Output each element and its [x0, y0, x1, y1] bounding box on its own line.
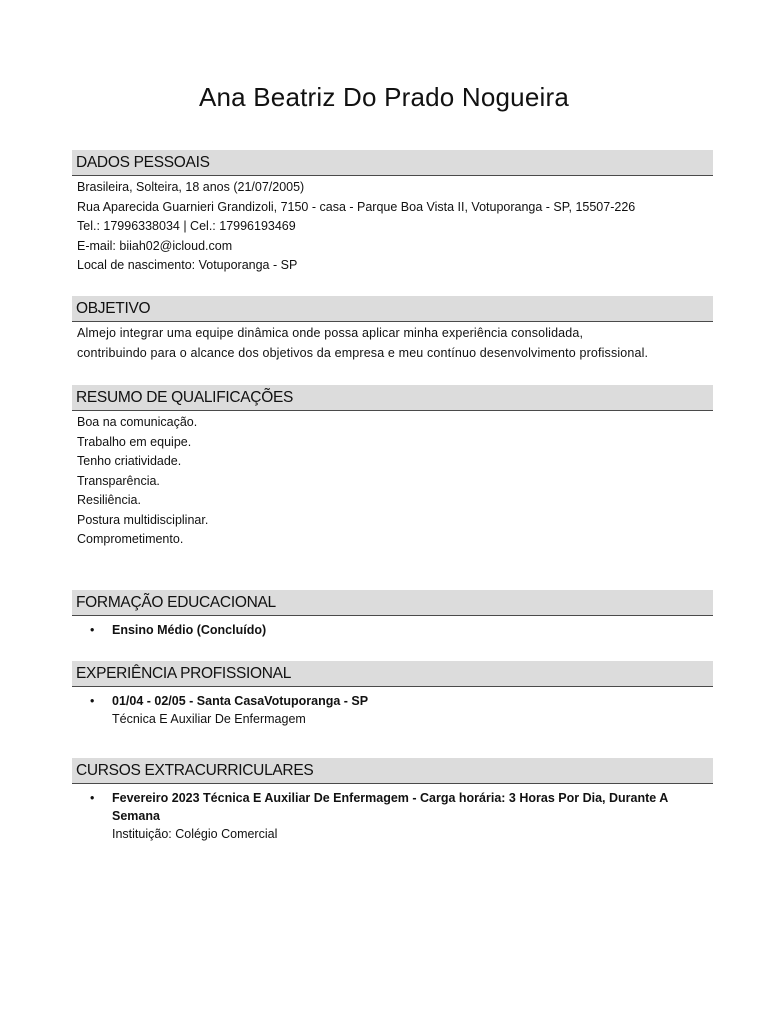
personal-line-birthplace: Local de nascimento: Votuporanga - SP: [77, 258, 298, 272]
section-heading-experience: EXPERIÊNCIA PROFISSIONAL: [72, 661, 713, 687]
personal-data-lines: [72, 176, 713, 276]
personal-line-nationality: Brasileira, Solteira, 18 anos (21/07/2005): [77, 180, 305, 194]
qualification-item: Tenho criatividade.: [77, 454, 182, 468]
education-title: Ensino Médio (Concluído): [112, 623, 267, 637]
section-courses: [72, 758, 713, 844]
experience-role: Técnica E Auxiliar De Enfermagem: [112, 712, 306, 726]
qualification-item: Comprometimento.: [77, 532, 184, 546]
bullet-icon: •: [90, 694, 95, 708]
qualification-item: Postura multidisciplinar.: [77, 512, 209, 527]
course-title-line: Fevereiro 2023 Técnica E Auxiliar De Enfermagem - Carga horária: 3 Horas Por Dia, Durante A: [112, 791, 669, 805]
section-heading-personal: DADOS PESSOAIS: [72, 150, 713, 176]
course-item: [72, 784, 713, 844]
objective-lines: [72, 322, 713, 363]
section-heading-objective: OBJETIVO: [72, 296, 713, 322]
qualification-item: Resiliência.: [77, 493, 141, 507]
section-qualifications: [72, 385, 713, 550]
personal-line-phones: Tel.: 17996338034 | Cel.: 17996193469: [77, 219, 296, 233]
section-personal-data: [72, 150, 713, 276]
section-heading-courses: CURSOS EXTRACURRICULARES: [72, 758, 713, 784]
section-objective: [72, 296, 713, 363]
qualification-item: Trabalho em equipe.: [77, 434, 192, 449]
course-institution: Instituição: Colégio Comercial: [112, 827, 278, 841]
qualification-item: Transparência.: [77, 473, 160, 488]
experience-item: [72, 687, 713, 729]
bullet-icon: •: [90, 623, 95, 637]
objective-line: contribuindo para o alcance dos objetivos da empresa e meu contínuo desenvolvimento profissional.: [77, 345, 649, 360]
section-heading-education: FORMAÇÃO EDUCACIONAL: [72, 590, 713, 616]
education-item: [72, 616, 713, 639]
bullet-icon: •: [90, 791, 95, 805]
course-title-line: Semana: [112, 809, 160, 823]
qualification-item: Boa na comunicação.: [77, 415, 198, 429]
section-experience: [72, 661, 713, 729]
candidate-name: Ana Beatriz Do Prado Nogueira: [198, 82, 569, 112]
objective-line: Almejo integrar uma equipe dinâmica onde possa aplicar minha experiência consolidada,: [77, 326, 584, 340]
section-education: [72, 590, 713, 639]
qualifications-list: [72, 411, 713, 550]
personal-line-email: E-mail: biiah02@icloud.com: [77, 238, 233, 253]
personal-line-address: Rua Aparecida Guarnieri Grandizoli, 7150 - casa - Parque Boa Vista II, Votuporanga - SP, 15507-226: [77, 199, 636, 214]
section-heading-qualifications: RESUMO DE QUALIFICAÇÕES: [72, 385, 713, 411]
experience-title: 01/04 - 02/05 - Santa CasaVotuporanga - SP: [112, 694, 369, 708]
